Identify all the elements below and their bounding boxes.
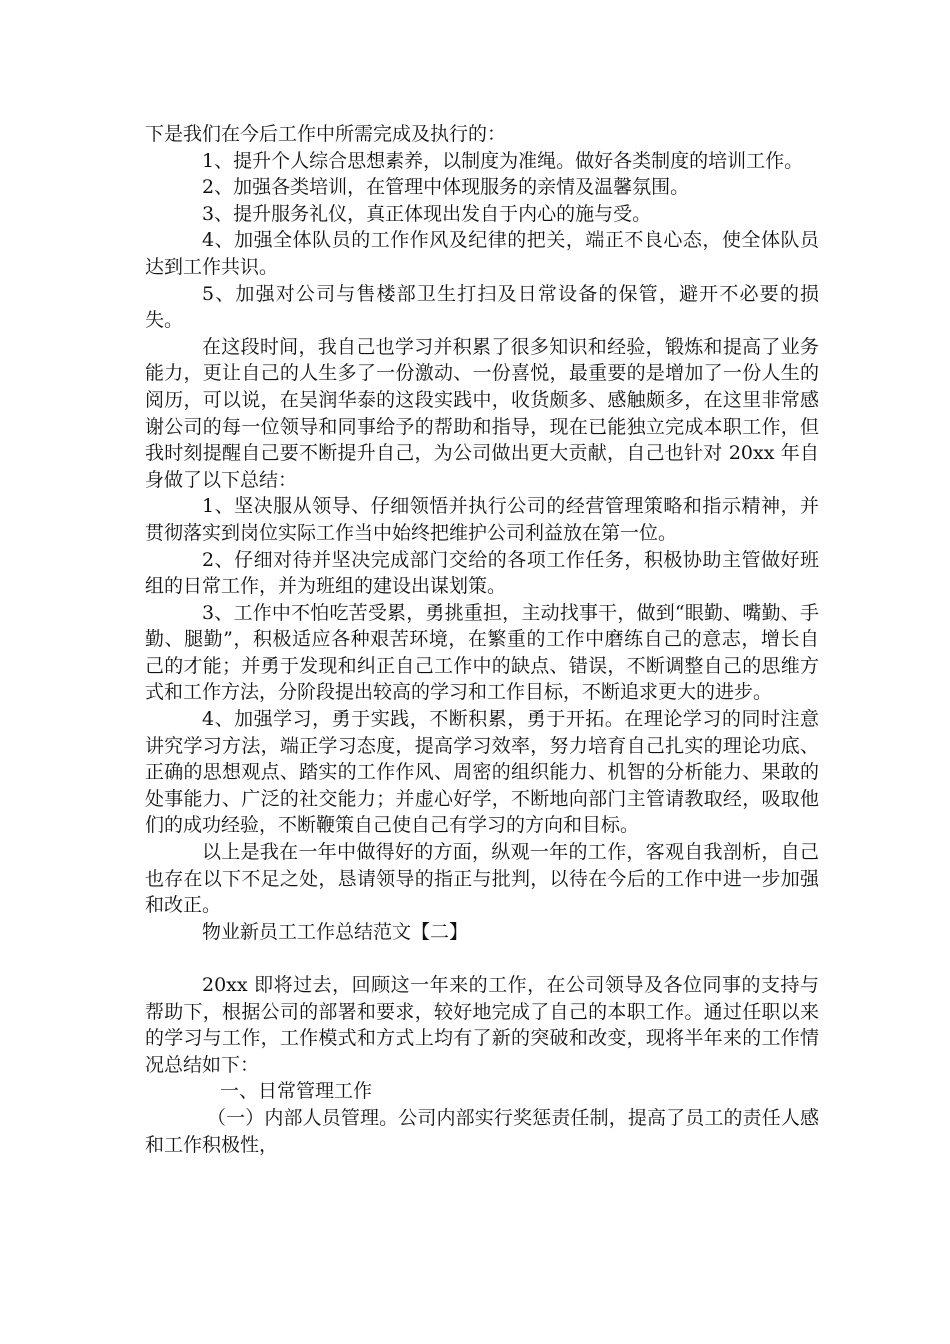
summary-item-2: 2、仔细对待并坚决完成部门交给的各项工作任务，积极协助主管做好班组的日常工作，并为班组的建设出谋划策。 <box>145 548 819 598</box>
summary-item-4: 4、加强学习，勇于实践，不断积累，勇于开拓。在理论学习的同时注意讲究学习方法，端正学习态度，提高学习效率，努力培育自己扎实的理论功底、正确的思想观点、踏实的工作作风、周密的组织能力、机智的分析能力、果敢的处事能力、广泛的社交能力；并虚心好学，不断地向部门主管请教取经，吸取他们的成功经验，不断鞭策自己使自己有学习的方向和目标。 <box>145 708 819 837</box>
section-heading: 物业新员工工作总结范文【二】 <box>202 920 469 943</box>
body-paragraph-conclusion: 以上是我在一年中做得好的方面，纵观一年的工作，客观自我剖析，自己也存在以下不足之处，恳请领导的指正与批判，以待在今后的工作中进一步加强和改正。 <box>145 841 819 917</box>
list-item-5: 5、加强对公司与售楼部卫生打扫及日常设备的保管，避开不必要的损失。 <box>145 282 819 332</box>
summary-item-3: 3、工作中不怕吃苦受累，勇挑重担，主动找事干，做到“眼勤、嘴勤、手勤、腿勤”，积极适应各种艰苦环境，在繁重的工作中磨练自己的意志，增长自己的才能；并勇于发现和纠正自己工作中的缺点、错误，不断调整自己的思维方式和工作方法，分阶段提出较高的学习和工作目标，不断追求更大的进步。 <box>145 601 819 704</box>
sub-heading: 一、日常管理工作 <box>220 1080 373 1103</box>
blank-line <box>145 945 819 972</box>
summary-item-1: 1、坚决服从领导、仔细领悟并执行公司的经营管理策略和指示精神，并贯彻落实到岗位实际工作当中始终把维护公司利益放在第一位。 <box>145 495 819 544</box>
last-paragraph: （一）内部人员管理。公司内部实行奖惩责任制，提高了员工的责任人感和工作积极性， <box>145 1106 819 1156</box>
section-intro-paragraph: 20xx 即将过去，回顾这一年来的工作，在公司领导及各位同事的支持与帮助下，根据公司的部署和要求，较好地完成了自己的本职工作。通过任职以来的学习与工作，工作模式和方式上均有了新的突破和改变，现将半年来的工作情况总结如下： <box>145 974 819 1076</box>
list-item-4: 4、加强全体队员的工作作风及纪律的把关，端正不良心态，使全体队员达到工作共识。 <box>145 229 819 278</box>
list-item-3: 3、提升服务礼仪，真正体现出发自于内心的施与受。 <box>202 202 652 225</box>
list-item-1: 1、提升个人综合思想素养，以制度为准绳。做好各类制度的培训工作。 <box>202 149 804 172</box>
list-item-2: 2、加强各类培训，在管理中体现服务的亲情及温馨氛围。 <box>202 176 690 199</box>
paragraph-intro-line: 下是我们在今后工作中所需完成及执行的： <box>145 123 507 145</box>
body-paragraph-experience: 在这段时间，我自己也学习并积累了很多知识和经验，锻炼和提高了业务能力，更让自己的人生多了一份激动、一份喜悦，最重要的是增加了一份人生的阅历，可以说，在吴润华泰的这段实践中，收货颇多、感触颇多，在这里非常感谢公司的每一位领导和同事给予的帮助和指导，现在已能独立完成本职工作，但我时刻提醒自己要不断提升自己，为公司做出更大贡献，自己也针对 20xx 年自身做了以下总结： <box>145 335 819 491</box>
document-page <box>145 121 819 1158</box>
